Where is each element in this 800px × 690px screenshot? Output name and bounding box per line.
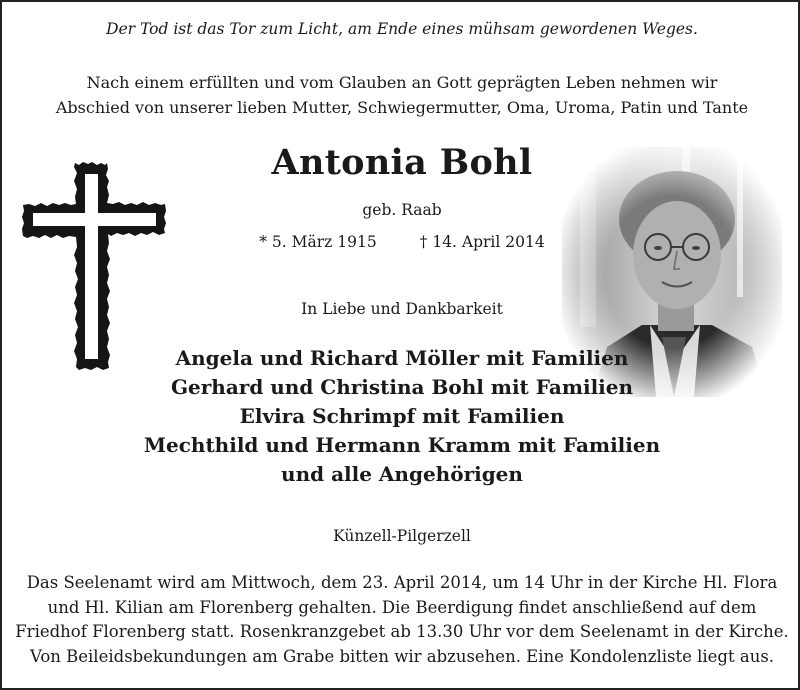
deceased-name: Antonia Bohl (271, 142, 533, 183)
mourner-line: Mechthild und Hermann Kramm mit Familien (143, 433, 661, 457)
cross-icon (21, 159, 167, 371)
service-line: und Hl. Kilian am Florenberg gehalten. Die Beerdigung findet anschließend auf dem (47, 597, 757, 617)
birth-date: * 5. März 1915 (259, 233, 377, 251)
intro-line: Nach einem erfüllten und vom Glauben an Gott geprägten Leben nehmen wir (86, 73, 718, 92)
intro-text (2, 70, 800, 120)
service-line: Von Beileidsbekundungen am Grabe bitten wir abzusehen. Eine Kondolenzliste liegt aus. (29, 646, 775, 666)
place: Künzell-Pilgerzell (333, 527, 471, 545)
service-line: Das Seelenamt wird am Mittwoch, dem 23. April 2014, um 14 Uhr in der Kirche Hl. Flora (26, 573, 778, 592)
maiden-name: geb. Raab (362, 201, 442, 219)
mourners-list (2, 344, 800, 489)
mourner-line: Elvira Schrimpf mit Familien (239, 404, 565, 428)
mourner-line: Gerhard und Christina Bohl mit Familien (170, 375, 634, 399)
service-details (2, 571, 800, 669)
mourner-line: Angela und Richard Möller mit Familien (175, 346, 629, 370)
service-line: Friedhof Florenberg statt. Rosenkranzgebet ab 13.30 Uhr vor dem Seelenamt in der Kirche. (15, 622, 789, 641)
love-line: In Liebe und Dankbarkeit (301, 300, 503, 318)
death-date: † 14. April 2014 (419, 233, 545, 251)
intro-line: Abschied von unserer lieben Mutter, Schwiegermutter, Oma, Uroma, Patin und Tante (55, 98, 749, 117)
motto: Der Tod ist das Tor zum Licht, am Ende eines mühsam gewordenen Weges. (106, 20, 698, 38)
mourner-line: und alle Angehörigen (281, 462, 523, 486)
